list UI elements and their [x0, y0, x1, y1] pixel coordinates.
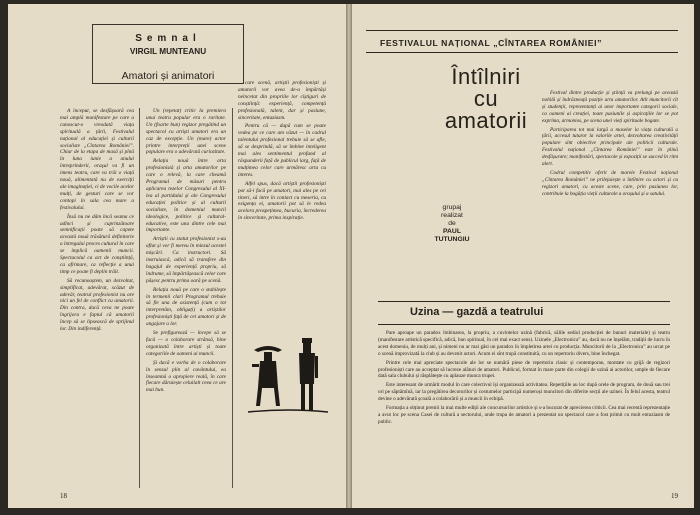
page-number: 19	[671, 492, 678, 500]
article-column-3	[238, 80, 326, 288]
don-quixote-illustration	[248, 332, 328, 422]
paragraph: Însă nu ne dăm încă seama ce adînci și cuprinzătoare semnificații poate să capete această nouă trăsătură definitorie a întregului proces cultural în care se implică oamenii muncii. Spectacolul ca act de conștiință, ca afirmare, ca reflecție a unui timp ce poate fi deplin trăit.	[60, 213, 134, 275]
paragraph: Artiștii cu statut profesionist s-au aflat și vor fi mereu în miezul acestei mișcări. Ca instructori. Să instruiască, adică să transfere din bagajul de experiență propriu, să îndrume, să împărtășească celor care pășesc pentru prima oară pe scenă.	[146, 236, 226, 284]
paragraph: Printre cele mai apreciate spectacole ale lor se numără piese de repertoriu clasic și contemporan, montate cu grijă de regizori profesioniști care au acceptat să lucreze alături de amatori. Publicul, format în mare parte din colegii de uzină ai actorilor, umple de fiecare dată sala clubului și răsplătește cu aplauze munca trupei.	[378, 359, 670, 380]
paragraph: Relația nouă între arta profesionistă și arta amatorilor pe care o relevă, la care cheamă Programul de măsuri pentru aplicarea tezelor Congresului al XI-lea al partidului și ale Congresului educației politice și al culturii socialiste, în domeniul muncii ideologice, politice și cultural-educative, este una dintre cele mai importante.	[146, 158, 226, 234]
page-number: 18	[60, 492, 67, 500]
paragraph: Festival dintre producție și știință va prelungi pe această nobilă și îndrăzneață poziție arta amatorilor. Atît muncitorii cît și studenții, reprezentanți ai unor importante categorii sociale, ca oameni ai creației, toate pasiunile și aspirațiile lor se pot exprima, armonios, pe scena unei vieți spirituale bogate.	[542, 90, 678, 124]
left-page	[8, 4, 346, 508]
byline	[422, 204, 482, 244]
header-rule-bottom	[366, 52, 678, 53]
column-header-box	[92, 24, 244, 84]
paragraph: Alfel spus, dacă artiștii profesioniști pot să-i facă pe amatori, mai ales pe cei tineri, să intre în contact cu meseria, cu exigența ei, amatorii pot să le redea acelora prospețimea, bucuria, încrederea în sinceritate, prima inspirație.	[238, 180, 326, 222]
byline-label: de	[448, 220, 456, 227]
column-divider	[232, 108, 233, 488]
byline-author: TUTUNGIU	[434, 236, 470, 243]
intro-text	[542, 90, 678, 280]
paragraph: Participarea tot mai largă a maselor la viața culturală a țării, accesul tuturor la valorile artei, dezvoltarea creativității populare sînt obiective principale ale politicii culturale. Festivalul național „Cîntarea României” este în plină desfășurare; manifestări, spectacole și expoziții se succed în ritm alert.	[542, 126, 678, 168]
section-body	[378, 330, 670, 490]
paragraph: Pare aproape un paradox îmbinarea, la propriu, a cuvintelor uzină (fabrică, sălile sediul producției de bunuri materiale) și teatru (manifestare artistică specifică, adică, bun spiritual, în cel mai exact sens). Uzinele „Electronica” au, dacă nu ne înșelăm, tradiții de lucru în acest domeniu, de mulți ani, și nimeni nu ar mai găsi un paradox în împletirea artei cu producția. Muncitorii de la „Electronica” au urcat pe o scenă improvizată la club și au devenit actori. Acum ei sînt trupă constituită, cu un repertoriu divers, bine închegat.	[378, 330, 670, 357]
article-column-2	[146, 108, 226, 490]
paragraph: Este interesant de urmărit modul în care colectivul își organizează activitatea. Repetițiile au loc după orele de program, de două sau trei ori pe săptămînă, iar la pregătirea decorurilor și costumelor participă numeroși muncitori din diferite secții ale uzinei. În felul acesta, teatrul devine o adevărată școală a colaborării și a muncii în echipă.	[378, 382, 670, 403]
article-column-1	[60, 108, 134, 490]
festival-title: FESTIVALUL NAȚIONAL „CÎNTAREA ROMÂNIEI”	[380, 38, 603, 48]
paragraph: care scenă, artiștii profesioniști și amatorii vor avea de-a împărtăși neîncetat din propriile lor cîștiguri de conștiință: experiență, competență profesională, talent, dar și pasiune, sinceritate, entuziasm.	[238, 80, 326, 121]
header-rule-top	[366, 30, 678, 31]
paragraph: Formația a obținut premii la mai multe ediții ale concursurilor artistice și s-a bucurat de aprecierea criticii. Cea mai recentă reprezentație a avut loc pe scena Casei de cultură a sectorului, unde trupa de amatori a prezentat un spectacol care a fost primit cu mult entuziasm de public.	[378, 405, 670, 425]
paragraph: Relația nouă pe care o stabilește în termenii clari Programul trebuie să fie una de asistență (cum o tot interpretăm, obligați) a artiștilor profesioniști față de cei amatori și de angajare a lor.	[146, 286, 226, 328]
headline-line: Întîlniri	[451, 64, 521, 89]
paragraph: A început, se desfășoară cea mai amplă manifestare pe care a cunoscut-o vreodată viața spirituală a țării, Festivalul național al educației și culturii socialiste „Cîntarea României”. Chiar de la etapa de masă și pînă în luna iunie a anului întreprinderii, oraşul va fi un imens teatru, care va trăi o viață nouă, alimentată nu de exerciții ale imaginației, ci de vocile acelor mulți, de gesturi care se vor contopi în sala cea mare a festivalului.	[60, 108, 134, 211]
paragraph: Un (repetat) critic la premiera unui teatru popular era o raritate. Un (foarte bun) regizor pregătind un spectacol cu artiști amatori era un caz de excepție. Un (mare) actor printre interpreții unei scene populare era o adevărată curiozitate.	[146, 108, 226, 156]
headline-line: amatorii	[444, 108, 528, 133]
headline-line: cu	[473, 86, 499, 111]
byline-author: PAUL	[443, 228, 461, 235]
paragraph: Pentru că — după cum se poate vedea pe ce care am văzut — în cadrul talentului profesional trebuie să se afle, să se desprindă, să se îmbine inteligent mai ales sentimentul profund al răspunderii față de publicul larg, față de mulțimea celor care urmăresc arta cu interes.	[238, 123, 326, 178]
section-rule-bottom	[378, 324, 670, 325]
section-heading: Uzina — gazdă a teatrului	[410, 306, 544, 318]
paragraph: Codrul competitiv oferit de marele Festival național „Cîntarea României” ne prilejuiește o întîlnire cu actori și cu regizori amatori, cu aceste scene, care, prin pasiunea lor, contribuie la bogăția vieții culturale a orașului și a satului.	[542, 169, 678, 197]
paragraph: Să recunoaștem, un dezvoltat, simplificat, adevărat, scăzut de adevăr, teatrul profesionist nu are nici un fel de conflict cu amatorii. Din contra, dacă ceva ne poate îngrijora e faptul că amatorii încep să se lipsească de sprijinul lor. Din indiferență.	[60, 277, 134, 333]
article-title: Amatori și animatori	[121, 70, 215, 82]
column-divider	[139, 108, 140, 488]
paragraph: Și dacă e vorba de o colaborare în sensul plin al cuvântului, ea înseamnă o apropiere reală, în care fiecare dăruiește celuilalt ceea ce are mai bun.	[146, 359, 226, 394]
byline-label: grupaj	[442, 204, 462, 211]
column-name: Semnal	[135, 33, 201, 44]
right-page	[352, 4, 694, 508]
paragraph: Se prefigurează — începe să se facă — o colaborare strânsă, bine organizată între artiști și toate categoriile de oameni ai muncii.	[146, 330, 226, 357]
section-rule-top	[378, 301, 670, 302]
author-name: VIRGIL MUNTEANU	[129, 47, 207, 56]
article-headline	[444, 66, 528, 132]
byline-label: realizat	[441, 212, 463, 219]
